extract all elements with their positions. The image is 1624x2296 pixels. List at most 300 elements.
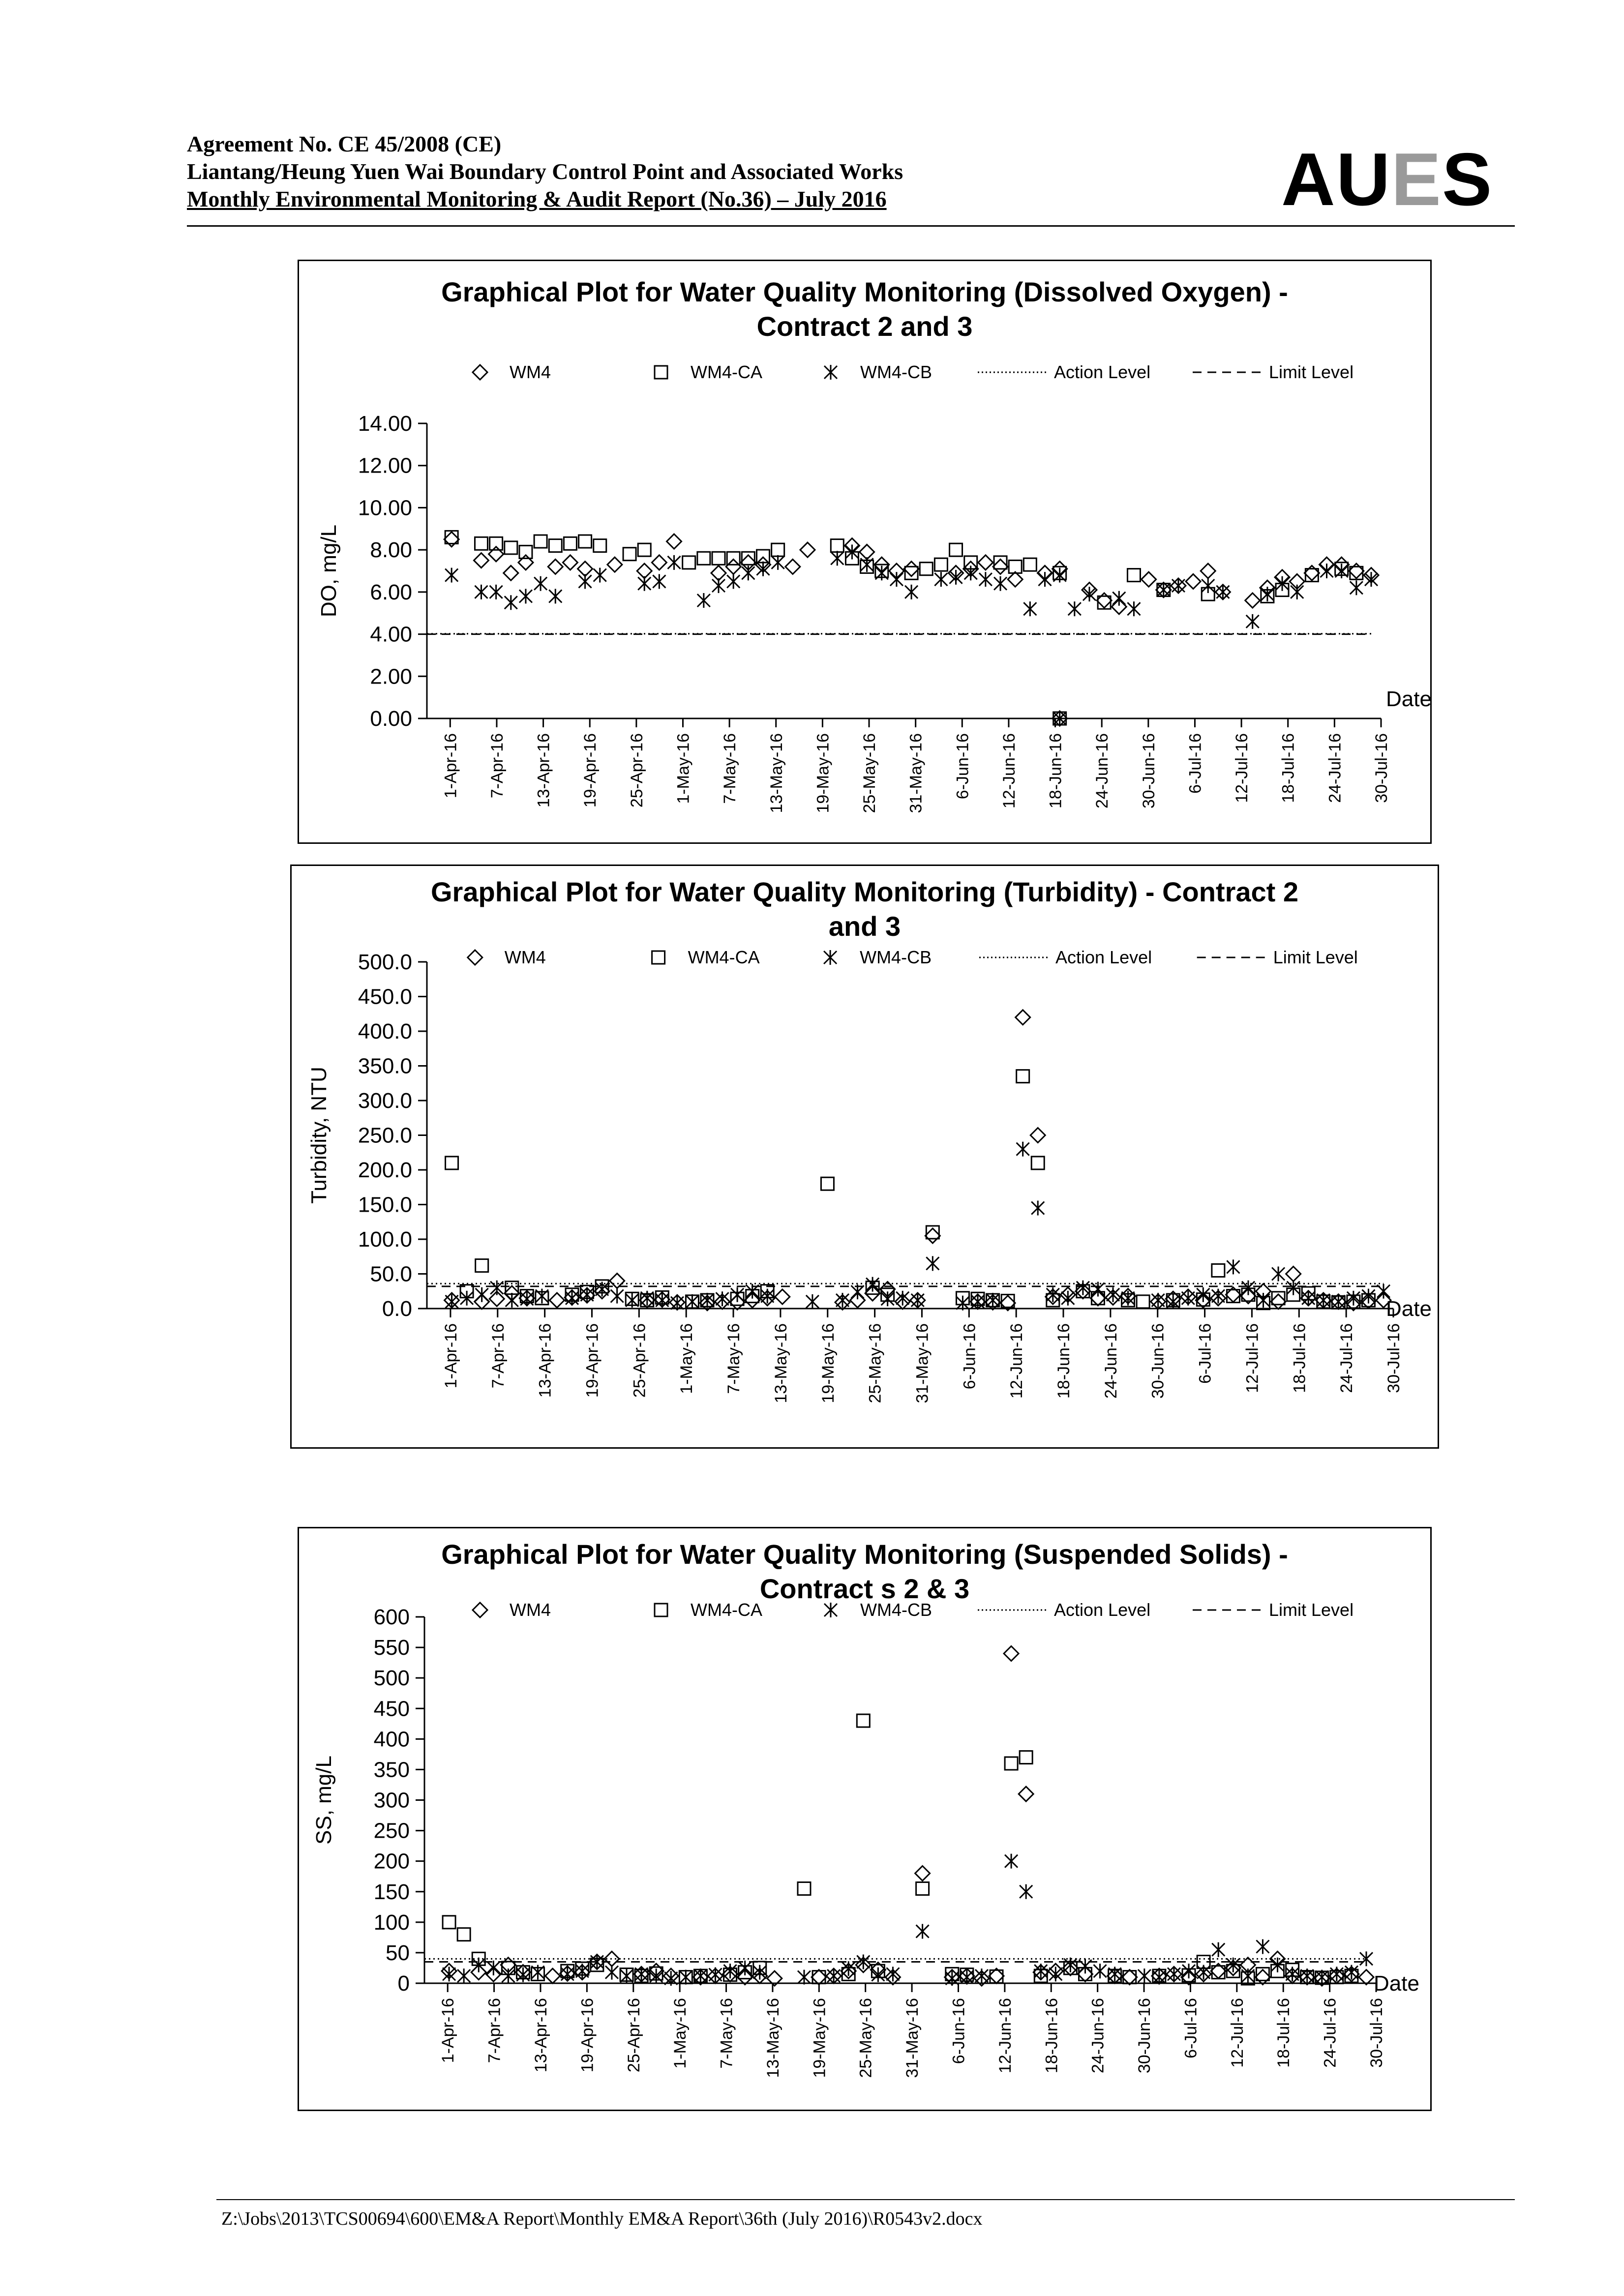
data-point [925,1228,940,1243]
data-point [1256,1939,1269,1954]
data-point [1019,1787,1033,1801]
data-point [504,566,518,580]
data-point [727,574,740,589]
data-point [881,1291,894,1306]
data-point [605,1965,618,1980]
data-point [1362,1289,1375,1304]
data-point [711,566,726,580]
legend-label: Limit Level [1273,947,1358,967]
data-point [1122,1970,1137,1985]
header-rule [187,225,1515,227]
data-point [694,1968,707,1983]
data-point [1017,1070,1029,1083]
x-tick-label: 31-May-16 [903,1998,922,2078]
series-wm4 [442,1646,1374,1986]
data-point [1257,1293,1270,1308]
x-tick-label: 13-May-16 [771,1323,790,1403]
data-point [1246,614,1259,629]
data-point [1168,1967,1180,1981]
chart-title-line: Graphical Plot for Water Quality Monitoring (Dissolved Oxygen) - [441,276,1288,307]
legend-marker [655,366,667,379]
data-point [1302,1291,1315,1306]
data-point [1127,601,1140,616]
x-tick-label: 6-Jun-16 [953,733,972,800]
data-point [956,1296,969,1311]
y-tick-label: 200 [373,1849,410,1874]
data-point [831,539,843,552]
legend-label: WM4 [510,362,551,382]
data-point [445,568,458,583]
data-point [1202,578,1214,593]
chart-title-line: Contract s 2 & 3 [759,1573,970,1604]
data-point [594,539,606,552]
data-point [806,1294,819,1309]
chart-dissolved-oxygen-svg [299,261,1430,842]
x-tick-label: 25-Apr-16 [630,1323,649,1398]
legend-label: Action Level [1054,1600,1151,1620]
y-tick-label: 4.00 [370,622,412,647]
data-point [532,1965,544,1980]
y-tick-label: 10.00 [358,496,412,520]
y-tick-label: 400.0 [358,1019,412,1044]
x-tick-label: 19-May-16 [813,733,833,813]
x-tick-label: 7-May-16 [717,1998,736,2069]
data-point [994,576,1007,591]
data-point [1182,1291,1195,1306]
data-point [772,543,784,556]
data-point [950,570,962,585]
x-axis-label: Date [1374,1971,1419,1996]
y-tick-label: 100 [373,1910,410,1935]
data-point [1301,1968,1314,1983]
data-point [638,543,651,556]
data-point [872,1968,884,1982]
x-tick-label: 6-Jul-16 [1186,733,1205,794]
data-point [905,585,918,599]
series-wm4 [444,532,1379,726]
report-header [187,130,903,213]
y-axis-label: DO, mg/L [317,524,341,618]
data-point [1016,1010,1030,1025]
data-point [626,1293,638,1308]
data-point [668,555,681,570]
footer-file-path: Z:\Jobs\2013\TCS00694\600\EM&A Report\Monthly EM&A Report\36th (July 2016)\R0543v2.docx [221,2208,983,2229]
x-tick-label: 25-May-16 [860,733,879,813]
legend-marker [468,950,482,965]
chart-legend [473,362,1353,382]
y-tick-label: 300.0 [358,1089,412,1113]
data-point [607,557,622,572]
data-point [1227,1259,1239,1274]
x-tick-label: 12-Jul-16 [1233,733,1252,803]
data-point [457,1928,470,1941]
y-tick-label: 6.00 [370,580,412,604]
data-point [1345,1965,1358,1980]
x-tick-label: 19-Apr-16 [583,1323,602,1398]
legend-marker [824,950,837,965]
legend-label: Action Level [1055,947,1152,967]
data-point [564,537,576,550]
x-tick-label: 19-Apr-16 [581,733,600,808]
data-point [1153,1970,1166,1985]
x-tick-label: 24-Jul-16 [1321,1998,1340,2068]
data-point [1291,585,1303,599]
x-tick-label: 6-Jul-16 [1181,1998,1201,2058]
x-tick-label: 7-May-16 [724,1323,744,1394]
data-point [934,572,947,587]
data-point [934,558,947,571]
y-tick-label: 400 [373,1727,410,1752]
data-point [1186,574,1201,589]
data-point [800,542,815,557]
data-point [697,593,710,608]
data-point [446,1157,458,1169]
data-point [1023,601,1036,616]
legend-label: WM4 [504,947,546,967]
data-point [1039,572,1052,587]
data-point [798,1882,811,1895]
x-tick-label: 13-Apr-16 [534,733,553,808]
data-point [1030,1128,1045,1143]
chart-legend [473,1600,1353,1620]
data-point [1359,1970,1374,1985]
y-axis-label: SS, mg/L [312,1756,336,1845]
data-point [961,1970,973,1985]
x-tick-label: 19-May-16 [810,1998,829,2078]
data-point [1123,1971,1136,1984]
data-point [1255,1970,1270,1985]
chart-title-line: and 3 [828,911,901,942]
x-tick-label: 25-May-16 [866,1323,885,1403]
chart-legend [468,947,1358,967]
data-point [638,576,651,591]
data-point [594,568,606,583]
x-tick-label: 24-Jun-16 [1093,733,1112,809]
data-point [578,562,593,576]
data-point [1094,1964,1107,1978]
data-point [1083,587,1096,601]
data-point [742,552,754,565]
data-point [566,1291,578,1306]
data-point [443,1916,455,1929]
data-point [475,537,487,550]
legend-label: WM4 [510,1600,551,1620]
y-tick-label: 250 [373,1819,410,1843]
x-tick-label: 18-Jul-16 [1279,733,1298,803]
y-tick-label: 8.00 [370,538,412,563]
data-point [1137,1295,1149,1308]
data-point [746,1284,759,1299]
data-point [548,559,563,574]
x-tick-label: 13-May-16 [767,733,786,813]
data-point [520,1291,533,1306]
data-point [650,1968,662,1983]
data-point [911,1293,924,1308]
data-point [1142,572,1156,587]
y-tick-label: 14.00 [358,412,412,436]
data-point [549,539,562,552]
y-tick-label: 0.00 [370,707,412,731]
data-point [1347,1291,1360,1306]
data-point [1349,564,1364,578]
data-point [490,585,503,599]
data-point [994,556,1007,569]
data-point [1350,580,1363,595]
legend-marker [473,365,487,380]
data-point [726,559,741,574]
data-point [1097,593,1112,608]
x-tick-label: 24-Jun-16 [1088,1998,1108,2074]
data-point [1212,1942,1225,1957]
data-point [1031,1201,1044,1216]
data-point [866,1277,879,1292]
data-point [679,1970,692,1985]
header-report-title: Monthly Environmental Monitoring & Audit Report (No.36) – July 2016 [187,186,887,211]
data-point [920,563,932,575]
data-point [993,559,1008,574]
data-point [827,1968,840,1983]
legend-label: WM4-CA [691,362,762,382]
data-point [581,1287,594,1302]
y-tick-label: 200.0 [358,1158,412,1182]
data-point [519,589,532,603]
chart-turbidity-svg [292,866,1438,1447]
legend-label: Limit Level [1269,362,1354,382]
x-axis-label: Date [1386,687,1432,711]
data-point [475,585,487,599]
x-tick-label: 18-Jul-16 [1274,1998,1293,2068]
data-point [812,1970,826,1985]
data-point [506,1293,518,1308]
data-point [860,544,874,559]
data-point [446,1294,458,1309]
x-tick-label: 30-Jul-16 [1367,1998,1386,2068]
logo-text-e: E [1391,138,1442,221]
data-point [739,1961,752,1975]
y-tick-label: 0.0 [382,1297,412,1321]
x-tick-label: 25-Apr-16 [624,1998,643,2073]
y-tick-label: 300 [373,1788,410,1813]
x-tick-label: 24-Jul-16 [1337,1323,1356,1393]
series-wm4-ca [446,1070,1375,1310]
data-point [549,589,562,603]
x-tick-label: 6-Jun-16 [960,1323,979,1390]
x-tick-label: 31-May-16 [906,733,926,813]
footer-rule [216,2199,1515,2200]
data-point [1197,1287,1209,1302]
data-point [1004,1646,1019,1661]
y-tick-label: 150 [373,1879,410,1904]
data-point [653,574,665,589]
data-point [1005,1854,1018,1869]
data-point [916,1924,929,1938]
data-point [1245,593,1260,608]
data-point [1286,1267,1301,1282]
data-point [1079,1959,1091,1973]
data-point [916,1882,929,1895]
x-tick-label: 30-Jun-16 [1139,733,1158,809]
header-agreement: Agreement No. CE 45/2008 (CE) [187,131,502,156]
legend-label: WM4-CB [860,1600,932,1620]
x-tick-label: 7-May-16 [721,733,740,804]
data-point [890,572,903,587]
data-point [620,1968,633,1983]
data-point [1332,1294,1345,1309]
y-tick-label: 550 [373,1636,410,1660]
data-point [534,535,547,548]
data-point [1272,1267,1285,1282]
data-point [798,1970,811,1985]
data-point [545,1968,560,1983]
data-point [727,552,740,565]
x-tick-label: 13-May-16 [763,1998,782,2078]
data-point [536,1289,548,1304]
data-point [487,1961,500,1975]
data-point [1127,569,1140,582]
data-point [697,552,710,565]
x-tick-label: 18-Jun-16 [1054,1323,1074,1399]
data-point [1182,1964,1195,1978]
x-tick-label: 30-Jun-16 [1135,1998,1154,2074]
x-tick-label: 18-Jun-16 [1046,733,1065,809]
x-tick-label: 13-Apr-16 [531,1998,550,2073]
data-point [1377,1284,1390,1299]
legend-marker [652,951,665,964]
legend-label: Limit Level [1269,1600,1354,1620]
data-point [579,535,592,548]
data-point [1321,564,1333,578]
data-point [1216,585,1229,599]
series-wm4-ca [443,1714,1358,1985]
series-wm4 [445,1010,1391,1311]
data-point [1008,572,1023,587]
x-tick-label: 30-Jul-16 [1384,1323,1403,1393]
data-point [505,595,517,610]
data-point [978,555,993,570]
data-point [444,532,459,547]
data-point [831,551,843,566]
data-point [671,1296,684,1311]
x-tick-label: 12-Jun-16 [995,1998,1015,2074]
data-point [1113,591,1125,606]
data-point [731,1287,744,1302]
data-point [756,550,769,563]
y-tick-label: 50.0 [370,1262,412,1286]
legend-label: WM4-CB [860,947,932,967]
y-tick-label: 350 [373,1758,410,1782]
data-point [576,1964,589,1978]
data-point [490,1281,503,1295]
y-tick-label: 100.0 [358,1227,412,1252]
x-tick-label: 19-Apr-16 [578,1998,597,2073]
x-tick-label: 1-May-16 [671,1998,690,2069]
legend-marker [824,365,837,380]
data-point [490,537,503,550]
data-point [457,1968,470,1983]
y-tick-label: 600 [373,1605,410,1629]
x-tick-label: 12-Jun-16 [1007,1323,1026,1399]
data-point [821,1177,834,1190]
legend-marker [824,1603,837,1617]
aues-logo [1281,138,1493,221]
data-point [502,1968,514,1983]
x-axis-label: Date [1386,1297,1432,1321]
data-point [1020,1751,1032,1764]
data-point [635,1967,648,1981]
x-tick-label: 18-Jul-16 [1290,1323,1309,1393]
data-point [549,1293,564,1308]
data-point [915,1866,930,1881]
y-tick-label: 450.0 [358,984,412,1009]
x-tick-label: 30-Jun-16 [1148,1323,1168,1399]
data-point [861,557,873,572]
data-point [812,1971,825,1984]
x-tick-label: 1-Apr-16 [441,733,460,799]
data-point [904,562,919,576]
legend-label: Action Level [1054,362,1151,382]
x-tick-label: 7-Apr-16 [485,1998,504,2063]
data-point [742,566,754,580]
chart-suspended-solids-svg [299,1528,1430,2110]
data-point [1031,1157,1044,1169]
series-wm4-ca [445,531,1363,725]
data-point [489,547,504,562]
data-point [1023,558,1036,571]
data-point [1005,1757,1018,1770]
data-point [623,548,636,561]
data-point [1157,583,1170,597]
y-tick-label: 450 [373,1697,410,1721]
data-point [875,566,888,580]
data-point [1241,1968,1254,1983]
x-tick-label: 12-Jun-16 [999,733,1019,809]
data-point [561,1967,574,1981]
series-wm4-cb [443,1854,1373,1986]
data-point [979,572,992,587]
x-tick-label: 1-May-16 [677,1323,696,1394]
data-point [1034,1964,1047,1978]
data-point [712,578,725,593]
chart-title-line: Contract 2 and 3 [756,311,973,342]
legend-label: WM4-CB [860,362,932,382]
y-tick-label: 150.0 [358,1193,412,1217]
data-point [683,556,695,569]
legend-label: WM4-CA [691,1600,762,1620]
y-tick-label: 50 [386,1940,410,1965]
data-point [474,553,488,568]
data-point [656,1293,668,1308]
data-point [971,1294,984,1309]
x-tick-label: 25-May-16 [856,1998,875,2078]
data-point [1316,1970,1328,1985]
data-point [1261,587,1274,601]
data-point [519,545,532,558]
data-point [775,1289,790,1304]
data-point [579,574,592,589]
data-point [1365,572,1378,587]
x-tick-label: 1-Apr-16 [439,1998,458,2063]
data-point [476,1259,488,1272]
chart-title-line: Graphical Plot for Water Quality Monitoring (Turbidity) - Contract 2 [430,876,1299,907]
data-point [946,1971,959,1986]
logo-text-s: S [1442,138,1493,221]
data-point [709,1968,722,1982]
chart-suspended-solids [298,1527,1432,2111]
legend-marker [473,1603,487,1617]
data-point [756,562,769,576]
data-point [1286,1967,1299,1981]
data-point [1360,1951,1373,1966]
